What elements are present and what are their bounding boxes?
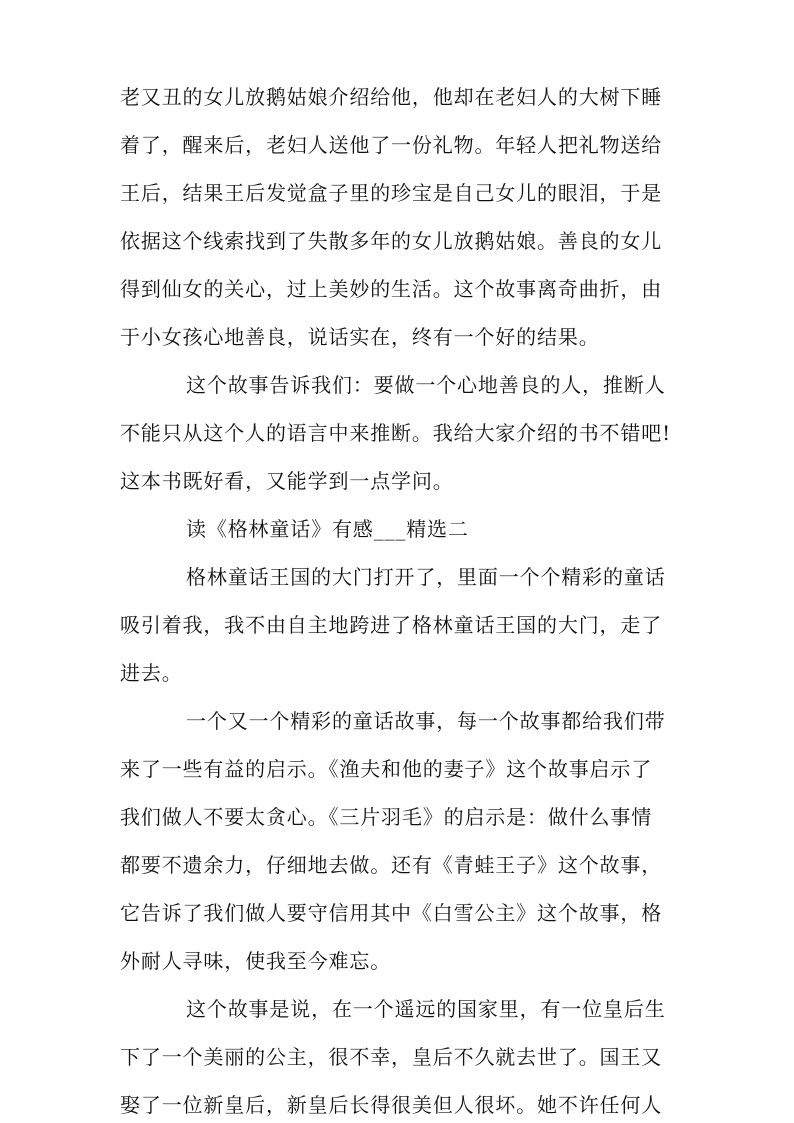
text-line: 下了一个美丽的公主，很不幸，皇后不久就去世了。国王又 — [120, 1045, 663, 1069]
text-line: 得到仙女的关心，过上美妙的生活。这个故事离奇曲折，由 — [120, 277, 663, 301]
text-line: 王后，结果王后发觉盒子里的珍宝是自己女儿的眼泪，于是 — [120, 181, 663, 205]
text-line: 于小女孩心地善良，说话实在，终有一个好的结果。 — [120, 325, 600, 349]
text-line: 都要不遗余力，仔细地去做。还有《青蛙王子》这个故事， — [120, 853, 663, 877]
text-line: 来了一些有益的启示。《渔夫和他的妻子》这个故事启示了 — [120, 757, 653, 781]
text-line: 老又丑的女儿放鹅姑娘介绍给他，他却在老妇人的大树下睡 — [120, 85, 663, 109]
text-line: 不能只从这个人的语言中来推断。我给大家介绍的书不错吧! — [120, 421, 671, 445]
text-line: 它告诉了我们做人要守信用其中《白雪公主》这个故事，格 — [120, 901, 663, 925]
text-line: 我们做人不要太贪心。《三片羽毛》的启示是：做什么事情 — [120, 805, 653, 829]
section-heading: 读《格林童话》有感___精选二 — [186, 517, 469, 541]
paragraph-first-line: 这个故事是说，在一个遥远的国家里，有一位皇后生 — [186, 997, 666, 1021]
text-line: 进去。 — [120, 661, 183, 685]
text-line: 着了，醒来后，老妇人送他了一份礼物。年轻人把礼物送给 — [120, 133, 663, 157]
text-line: 外耐人寻味，使我至今难忘。 — [120, 949, 392, 973]
text-line: 这本书既好看，又能学到一点学问。 — [120, 469, 454, 493]
text-line: 娶了一位新皇后，新皇后长得很美但人很坏。她不许任何人 — [120, 1093, 663, 1117]
text-line: 依据这个线索找到了失散多年的女儿放鹅姑娘。善良的女儿 — [120, 229, 663, 253]
paragraph-first-line: 格林童话王国的大门打开了，里面一个个精彩的童话 — [186, 565, 666, 589]
paragraph-first-line: 这个故事告诉我们：要做一个心地善良的人，推断人 — [186, 373, 666, 397]
paragraph-first-line: 一个又一个精彩的童话故事，每一个故事都给我们带 — [186, 709, 666, 733]
text-line: 吸引着我，我不由自主地跨进了格林童话王国的大门，走了 — [120, 613, 663, 637]
